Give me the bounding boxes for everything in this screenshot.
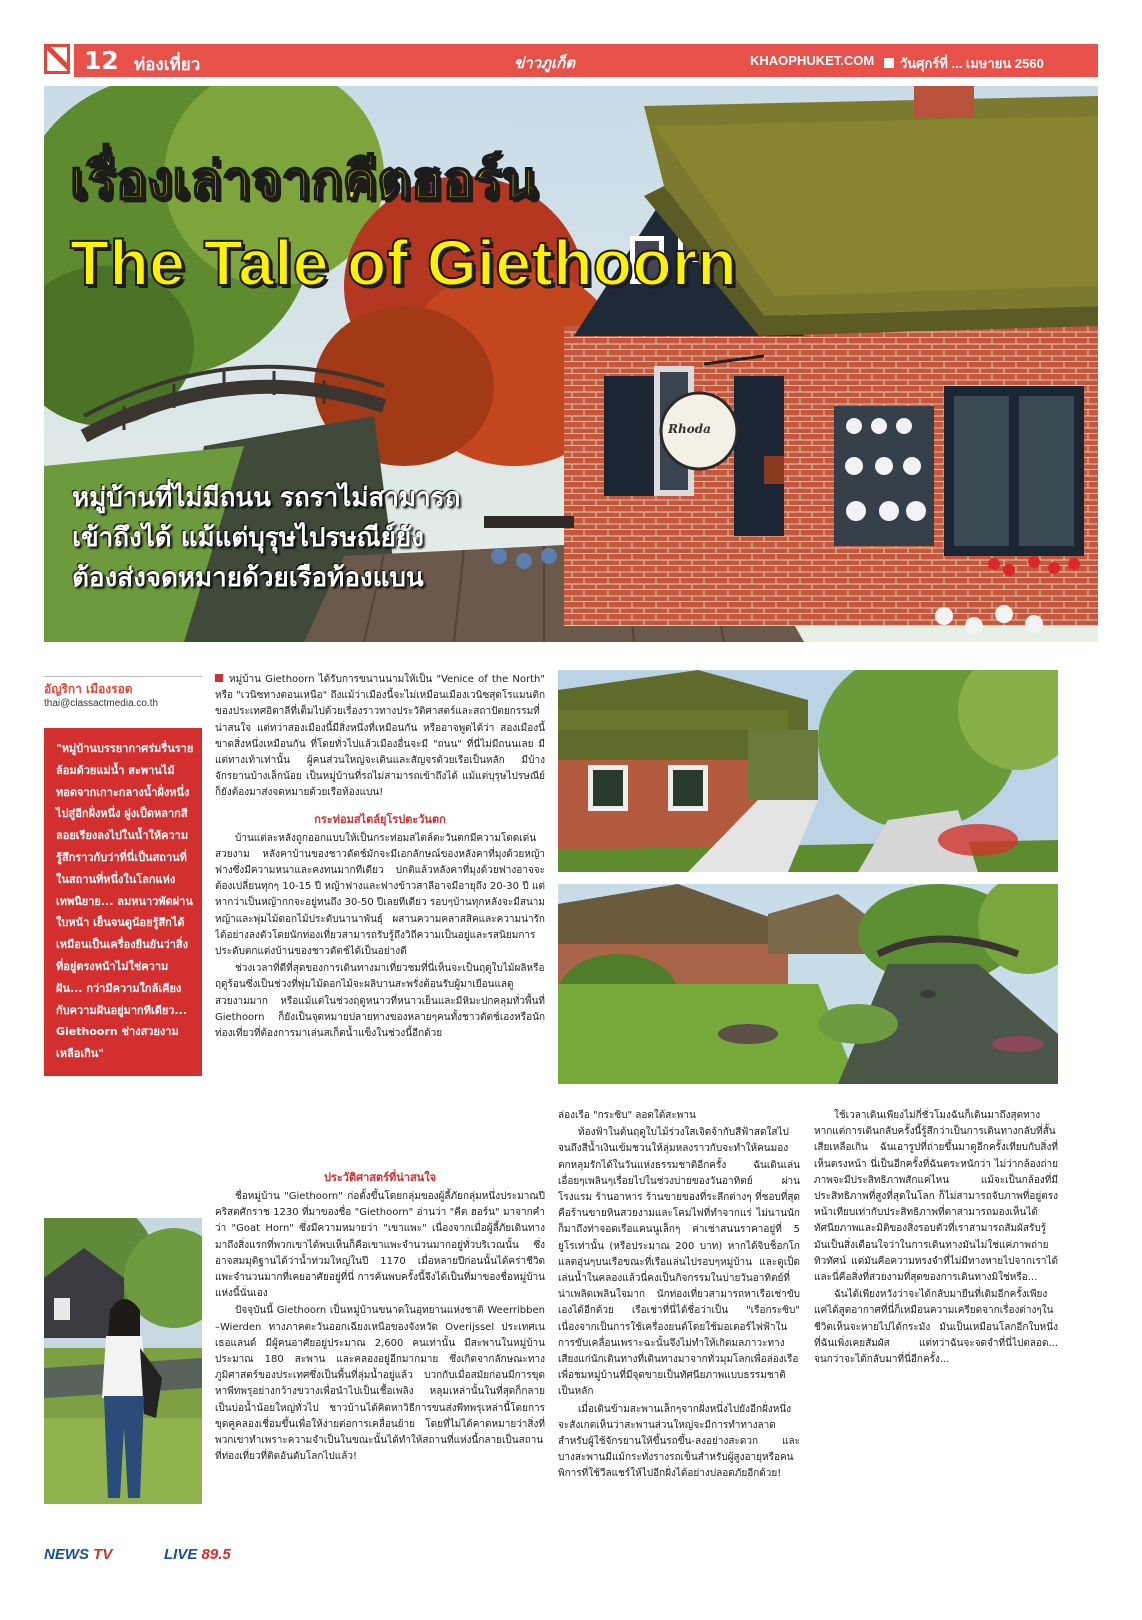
footer-logo-live: LIVE — [164, 1546, 198, 1563]
article-paragraph: ใช้เวลาเดินเพียงไม่กี่ชั่วโมงฉันก็เดินมาถึงสุดทางหากแต่การเดินกลับครั้งนี้รู้สึกว่าเป็นการเดินทางกลับที่สั้นเสียเหลือเกิน ฉันเอารูปที่ถ่ายขึ้นมาดูอีกครั้งเทียบกับสิ่งที่เห็นตรงหน้า นี่เป็นอีกครั้งที่ฉันตระหนักว่า ไม่ว่ากล้องถ่ายภาพจะมีประสิทธิภาพสักแค่ไหน แม้จะเป็นกล้องที่มีประสิทธิภาพที่สูงที่สุดในโลก ก็ไม่สามารถจับภาพที่อยู่ตรงหน้าเทียบเท่ากับประสิทธิภาพที่ตาสามารถมองเห็นได้ ทัศนียภาพและมิติของสิ่งรอบตัวที่เราสามารถสัมผัสรับรู้ มันเป็นสิ่งเตือนใจว่าในการเดินทางมันไม่ใช่แค่ภาพถ่ายทิวทัศน์ แต่มันคือความทรงจำที่ไม่มีทางหายไปจากเราได้ และนี่คือสิ่งที่สวยงามที่สุดของการเดินทางมิใช่หรือ... — [814, 1110, 1058, 1284]
pull-quote-box — [44, 728, 202, 1076]
photo-canal-illustration — [558, 884, 1058, 1084]
article-paragraph: ล่องเรือ "กระซิบ" ลอดใต้สะพาน — [558, 1110, 696, 1121]
site-url: KHAOPHUKET.COM — [750, 53, 875, 68]
article-paragraph: เมื่อเดินข้ามสะพานเล็กๆจากฝั่งหนึ่งไปยังอีกฝั่งหนึ่ง จะสังเกตเห็นว่าสะพานส่วนใหญ่จะมีการทำทางลาดสำหรับผู้ใช้จักรยานให้ขึ้นรถขึ้น-ลงอย่างสะดวก และบางสะพานมีแม้กระทั่งรางรถเข็นสำหรับผู้สูงอายุหรือคนพิการที่ใช้วีลแชร์ให้ไปอีกฝั่งได้อย่างปลอดภัยอีกด้วย! — [558, 1403, 800, 1480]
corner-mark — [44, 44, 70, 74]
article-column-1 — [215, 672, 545, 1192]
byline-rule — [44, 676, 202, 677]
footer-logo-news: NEWS — [44, 1546, 89, 1563]
photo-canal-garden — [558, 884, 1058, 1084]
hero-photo — [44, 86, 1098, 642]
footer-logo-news-tv — [44, 1546, 112, 1563]
article-paragraph: ชื่อหมู่บ้าน "Giethoorn" ก่อตั้งขึ้นโดยกลุ่มของผู้ลี้ภัยกลุ่มหนึ่งประมาณปีคริสตศักราช 1230 ที่มาของชื่อ "Giethoorn" อ่านว่า "คีต ฮอร์น" มาจากคำว่า "Goat Horn" ซึ่งมีความหมายว่า "เขาแพะ" เนื่องจากเมื่อผู้ลี้ภัยเดินทางมาถึงสิ่งแรกที่พวกเขาได้พบเห็นก็คือเขาแพะจำนวนมากอยู่ทั่วบริเวณนั้น ซึ่งอาจสมมุติฐานได้ว่าน้ำท่วมใหญ่ในปี 1170 เมื่อหลายปีก่อนนั้นได้คร่าชีวิตแพะจำนวนมากที่เคยอาศัยอยู่ที่นี่ การค้นพบครั้งนี้จึงได้เป็นที่มาของชื่อหมู่บ้านแห่งนี้นั่นเอง — [215, 1191, 545, 1300]
newspaper-logo: ข่าวภูเก็ต — [514, 54, 575, 72]
footer-logo-frequency: 89.5 — [201, 1546, 231, 1563]
subtitle-line: หมู่บ้านที่ไม่มีถนน รถราไม่สามารถ — [72, 483, 461, 513]
headline-english: The Tale of Giethoorn — [70, 227, 738, 299]
pull-quote-text: "หมู่บ้านบรรยากาศร่มรื่นรายล้อมด้วยแม่น้ำ สะพานไม้ทอดจากเกาะกลางน้ำฝั่งหนึ่งไปสู่อีกฝั่งหนึ่ง ฝูงเป็ดหลากสีลอยเรียงลงไปในน้ำให้ความรู้สึกราวกับว่าที่นี่เป็นสถานที่ในสถานที่หนึ่งในโลกแห่งเทพนิยาย... ลมหนาวพัดผ่านใบหน้า เย็นจนดูน้อยรู้สึกได้ เหมือนเป็นเครื่องยืนยันว่าสิ่งที่อยู่ตรงหน้าไม่ใช่ความฝัน... กว่ามีความใกล้เคียงกับความฝันอยู่มากทีเดียว... Giethoorn ช่างสวยงามเหลือเกิน" — [56, 742, 194, 1061]
footer-logo-tv: TV — [93, 1546, 113, 1563]
subtitle-line: ต้องส่งจดหมายด้วยเรือท้องแบน — [72, 563, 424, 593]
article-paragraph: ปัจจุบันนี้ Giethoorn เป็นหมู่บ้านขนาดในอุทยานแห่งชาติ Weerribben –Wierden ทางภาคตะวันออกเฉียงเหนือของจังหวัด Overijssel ประเทศเนเธอแลนด์ มีผู้คนอาศัยอยู่ประมาณ 2,600 คนเท่านั้น มีสะพานในหมู่บ้านประมาณ 180 สะพาน และคลองอยู่อีกมากมาย ซึ่งเกิดจากลักษณะทางภูมิศาสตร์ของประเทศซึ่งเป็นพื้นที่ลุ่มน้ำอยู่แล้ว บวกกับเมื่อสมัยก่อนมีการขุดหาพีทพรุอย่างกว้างขวางเพื่อนำไปเป็นเชื้อเพลิง หลุมเหล่านั้นในที่สุดก็กลายเป็นบ่อน้ำน้อยใหญ่ทั่วไป ชาวบ้านได้คิดหาวิธีการขนส่งพีทพรุเหล่านี้โดยการขุดคูคลองเชื่อมขึ้นเพื่อให้ง่ายต่อการเคลื่อนย้าย โดยที่ไม่ได้คาดหมายว่าสิ่งที่พวกเขาทำเพราะความจำเป็นในขณะนั้นได้ทำให้สถานที่แห่งนี้กลายเป็นสถานที่ท่องเที่ยวที่ติดอันดับโลกไปแล้ว! — [215, 1305, 545, 1463]
article-intro-text: หมู่บ้าน Giethoorn ได้รับการขนานนามให้เป็น "Venice of the North" หรือ "เวนิซทางตอนเหนือ" ถึงแม้ว่าเมืองนี้จะไม่เหมือนเมืองเวนิซสุดโรแมนติกของประเทศอิตาลีที่เต็มไปด้วยเรื่องราวทางประวัติศาสตร์และสถาปัตยกรรมที่น่าสนใจ แต่ทว่าสองเมืองนี้มีสิ่งหนึ่งที่เหมือนกัน หรืออาจพูดได้ว่า สองเมืองนี้ขาดสิ่งหนึ่งเหมือนกัน ที่โดยทั่วไปแล้วเมืองอื่นจะมี "ถนน" ที่นี่ไม่มีถนนเลย มีแต่ทางเท้าเท่านั้น ผู้คนส่วนใหญ่จะเดินและสัญจรด้วยเรือเป็นหลัก มีบ้างจักรยานบ้างเล็กน้อย เป็นหมู่บ้านที่รถไม่สามารถเข้าถึงได้ แม้แต่บุรุษไปรษณีย์ก็ยังต้องมาส่งจดหมายด้วยเรือท้องแบน! — [215, 674, 545, 799]
author-portrait-photo — [44, 1218, 202, 1504]
article-paragraph: บ้านแต่ละหลังถูกออกแบบให้เป็นกระท่อมสไตล์ตะวันตกมีความโดดเด่นสวยงาม หลังคาบ้านของชาวดัตช์มักจะมีเอกลักษณ์ของหลังคาที่มุงด้วยหญ้าฟางซึ่งมีความหนาและคงทนมากทีเดียว ปกติแล้วหลังคาที่มุงด้วยฟางอาจจะต้องเปลี่ยนทุกๆ 10-15 ปี หญ้าฟางและฟางข้าวสาลีอาจมีอายุถึง 20-30 ปี แต่หากว่าเป็นหญ้ากกจะอยู่ทนถึง 30-50 ปีเลยทีเดียว รอบๆบ้านทุกหลังจะมีสนามหญ้าและพุ่มไม้ดอกไม้ประดับนานาพันธุ์ ผสานความคลาสสิคและความน่ารักได้อย่างลงตัวโดยนักท่องเที่ยวสามารถรับรู้ถึงวิถีความเป็นอยู่และรสนิยมการประดับตกแต่งบ้านของชาวดัตช์ได้เป็นอย่างดี — [215, 832, 545, 958]
shop-sign-text: Rhoda — [668, 422, 711, 436]
article-paragraph: ฉันได้เพียงหวังว่าจะได้กลับมายืนที่เดิมอีกครั้งเพียงแค่ได้สูดอากาศที่นี่ก็เหมือนความเครียดจากเรื่องต่างๆในชีวิตเห็นจะหายไปได้กระมัง มันเป็นเหมือนโลกอีกใบหนึ่งที่ฉันเพิ่งเคยสัมผัส แต่ทว่าฉันจะจดจำที่นี่ไปตลอด... จนกว่าจะได้กลับมาที่นี่อีกครั้ง... — [814, 1289, 1058, 1366]
article-column-4 — [814, 1108, 1058, 1508]
page-header — [74, 44, 1098, 77]
article-paragraph: ท้องฟ้าในต้นฤดูใบไม้ร่วงใสเจิดจ้ากับสีฟ้าสดใสไปจนถึงสีน้ำเงินเข้มชวนให้ลุ่มหลงราวกับจะทำให้คนมองตกหลุมรักได้ในวันแห่งธรรมชาติอีกครั้ง ฉันเดินเล่นเอื่อยๆเพลินๆเรื่อยไปในช่วงบ่ายของวันอาทิตย์ ผ่านโรงแรม ร้านอาหาร ร้านขายของที่ระลึกต่างๆ ที่ชอบที่สุดคือร้านขายหินสวยงามและโคมไฟที่ทำจากแร่ ไม่นานนักก็มาถึงท่าจอดเรือแคนนูเล็กๆ ค่าเช่าสนนราคาอยู่ที่ 5 ยูโรเท่านั้น (หรือประมาณ 200 บาท) หากได้จิบช็อกโกแลตอุ่นๆบนเรือขณะที่เรือแล่นไปรอบๆหมู่บ้าน และดูเป็ดเล่นน้ำในคลองแล้วนี่คงเป็นกิจกรรมในบ่ายวันอาทิตย์ที่น่าเพลิดเพลินใจมาก นักท่องเที่ยวสามารถหาเรือเช่าขับเองได้อีกด้วย เรือเช่าที่นี่ได้ชื่อว่าเป็น "เรือกระซิบ" เนื่องจากเป็นการใช้เครื่องยนต์โดยใช้มอเตอร์ไฟฟ้าในการขับเคลื่อนเพราะฉะนั้นจึงไม่ทำให้เกิดมลภาวะทางเสียงแก่นักเดินทางที่เดินทางมาจากทั่วมุมโลกเพื่อล่องเรือเพื่อชมหมู่บ้านที่มีจุดขายเป็นทัศนียภาพแบบธรรมชาติเป็นหลัก — [558, 1127, 800, 1398]
footer-logo-live-radio — [164, 1546, 231, 1563]
article-column-2 — [215, 1160, 545, 1506]
bullet-square — [215, 674, 223, 682]
subheading-cottage: กระท่อมสไตล์ยุโรปตะวันตก — [314, 812, 446, 826]
article-column-3 — [558, 1108, 800, 1508]
photo-thatched-houses — [558, 670, 1058, 872]
portrait-illustration — [44, 1218, 202, 1504]
article-paragraph: ช่วงเวลาที่ดีที่สุดของการเดินทางมาเที่ยวชมที่นี่เห็นจะเป็นฤดูใบไม้ผลิหรือฤดูร้อนซึ่งเป็นช่วงที่พุ่มไม้ดอกไม้จะผลิบานสะพรั่งต้อนรับผู้มาเยือนแลดูสวยงามมาก หรือแม้แต่ในช่วงฤดูหนาวที่หนาวเย็นและมีหิมะปกคลุมทั่วพื้นที่ Giethoorn ก็ยังเป็นจุดหมายปลายทางของหลายๆคนทั้งชาวดัตช์เองหรือนักท่องเที่ยวที่ต้องการมาเล่นสเก็ตน้ำแข็งในช่วงนี้อีกด้วย — [215, 963, 545, 1040]
headline-thai: เรื่องเล่าจากคีตฮอร์น — [70, 151, 538, 211]
author-email: thai@classactmedia.co.th — [44, 698, 159, 709]
subtitle-line: เข้าถึงได้ แม้แต่บุรุษไปรษณีย์ยัง — [72, 523, 424, 553]
page-number: 12 — [84, 46, 119, 75]
issue-date: วันศุกร์ที่ ... เมษายน 2560 — [884, 53, 1044, 74]
article-intro — [215, 672, 545, 802]
hero-subtitle — [72, 478, 632, 598]
section-name: ท่องเที่ยว — [134, 55, 201, 75]
photo-houses-illustration — [558, 670, 1058, 872]
author-name: อัญริกา เมืองรอด — [44, 682, 133, 696]
subheading-history: ประวัติศาสตร์ที่น่าสนใจ — [323, 1171, 437, 1184]
